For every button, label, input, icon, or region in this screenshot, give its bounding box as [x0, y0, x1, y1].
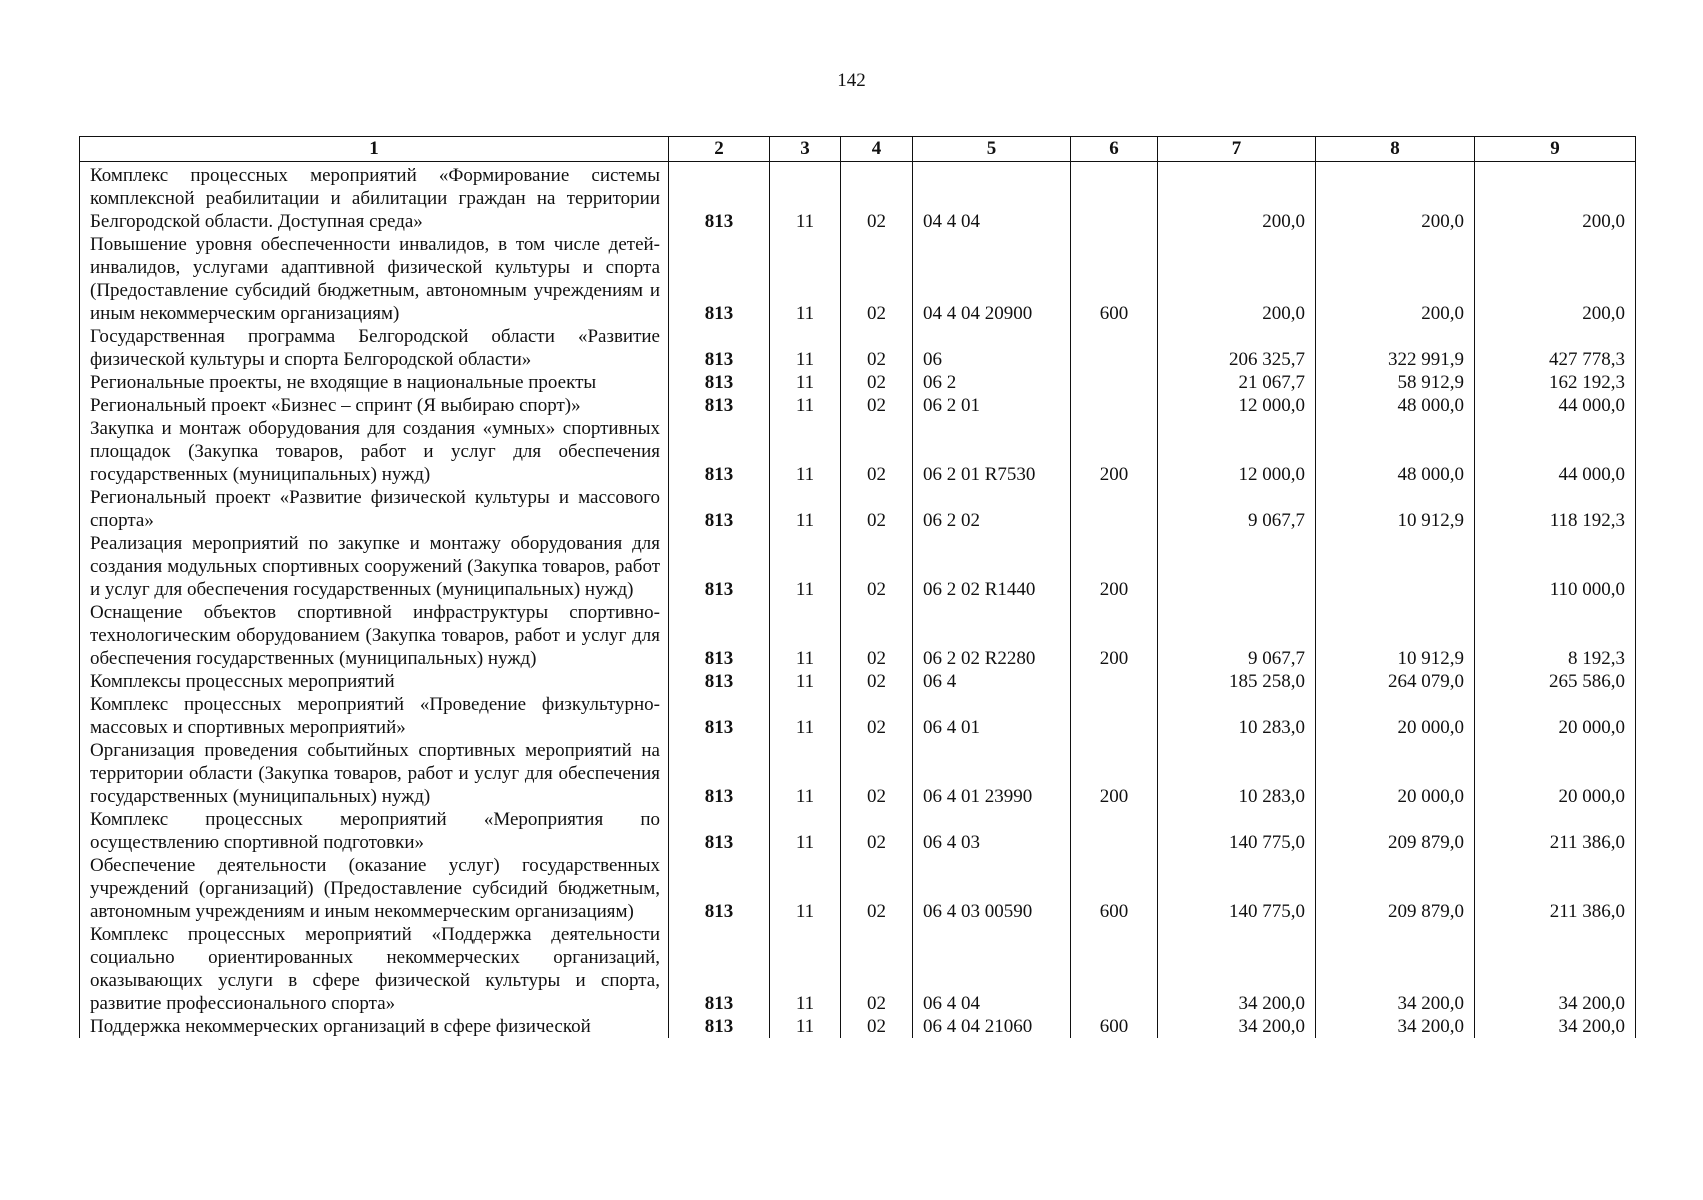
column-header-4: 4 — [841, 137, 913, 162]
row-subsection-code: 02 — [841, 532, 913, 601]
row-amount-year-2: 209 879,0 — [1316, 854, 1475, 923]
row-section-code: 11 — [770, 162, 841, 234]
row-section-code: 11 — [770, 532, 841, 601]
row-section-code: 11 — [770, 394, 841, 417]
row-department-code: 813 — [669, 532, 770, 601]
row-amount-year-2: 322 991,9 — [1316, 325, 1475, 371]
row-department-code: 813 — [669, 808, 770, 854]
row-subsection-code: 02 — [841, 808, 913, 854]
row-target-article-code: 06 2 02 R2280 — [913, 601, 1071, 670]
table-row — [80, 601, 1636, 670]
row-expense-type-code — [1071, 394, 1158, 417]
table-row — [80, 233, 1636, 325]
row-section-code: 11 — [770, 417, 841, 486]
row-amount-year-2: 48 000,0 — [1316, 417, 1475, 486]
table-row — [80, 739, 1636, 808]
row-description: Оснащение объектов спортивной инфраструктуры спортивно-технологическим оборудованием (Закупка товаров, работ и услуг для обеспечения государственных (муниципальных) нужд) — [80, 601, 669, 670]
row-department-code: 813 — [669, 162, 770, 234]
row-expense-type-code: 200 — [1071, 601, 1158, 670]
page-number: 142 — [837, 70, 866, 91]
row-section-code: 11 — [770, 693, 841, 739]
row-amount-year-1: 206 325,7 — [1158, 325, 1316, 371]
row-expense-type-code — [1071, 371, 1158, 394]
row-amount-year-2: 10 912,9 — [1316, 601, 1475, 670]
table-row — [80, 670, 1636, 693]
row-description: Государственная программа Белгородской области «Развитие физической культуры и спорта Белгородской области» — [80, 325, 669, 371]
row-amount-year-3: 211 386,0 — [1475, 854, 1636, 923]
row-amount-year-1: 140 775,0 — [1158, 854, 1316, 923]
column-header-3: 3 — [770, 137, 841, 162]
row-target-article-code: 04 4 04 20900 — [913, 233, 1071, 325]
row-department-code: 813 — [669, 417, 770, 486]
row-department-code: 813 — [669, 670, 770, 693]
row-amount-year-3: 200,0 — [1475, 233, 1636, 325]
row-amount-year-3: 200,0 — [1475, 162, 1636, 234]
row-amount-year-1: 9 067,7 — [1158, 486, 1316, 532]
row-description: Поддержка некоммерческих организаций в сфере физической — [80, 1015, 669, 1038]
budget-table-container — [79, 136, 1635, 1091]
table-row — [80, 854, 1636, 923]
table-row — [80, 371, 1636, 394]
row-expense-type-code — [1071, 486, 1158, 532]
row-expense-type-code: 600 — [1071, 1015, 1158, 1038]
row-amount-year-1: 10 283,0 — [1158, 693, 1316, 739]
header-row — [80, 137, 1636, 162]
row-amount-year-2 — [1316, 532, 1475, 601]
row-section-code: 11 — [770, 808, 841, 854]
column-header-9: 9 — [1475, 137, 1636, 162]
row-amount-year-1: 10 283,0 — [1158, 739, 1316, 808]
row-expense-type-code — [1071, 162, 1158, 234]
row-target-article-code: 06 4 01 23990 — [913, 739, 1071, 808]
row-expense-type-code — [1071, 693, 1158, 739]
row-section-code: 11 — [770, 739, 841, 808]
table-body — [80, 162, 1636, 1039]
row-amount-year-1: 140 775,0 — [1158, 808, 1316, 854]
row-amount-year-3: 427 778,3 — [1475, 325, 1636, 371]
row-target-article-code: 06 2 01 R7530 — [913, 417, 1071, 486]
row-amount-year-2: 20 000,0 — [1316, 739, 1475, 808]
row-subsection-code: 02 — [841, 923, 913, 1015]
table-row — [80, 486, 1636, 532]
row-expense-type-code — [1071, 923, 1158, 1015]
column-header-7: 7 — [1158, 137, 1316, 162]
row-amount-year-3: 44 000,0 — [1475, 417, 1636, 486]
row-amount-year-1: 12 000,0 — [1158, 394, 1316, 417]
row-department-code: 813 — [669, 601, 770, 670]
row-amount-year-3: 162 192,3 — [1475, 371, 1636, 394]
row-amount-year-3: 211 386,0 — [1475, 808, 1636, 854]
column-header-5: 5 — [913, 137, 1071, 162]
row-section-code: 11 — [770, 670, 841, 693]
row-amount-year-2: 34 200,0 — [1316, 923, 1475, 1015]
row-amount-year-2: 200,0 — [1316, 233, 1475, 325]
column-header-8: 8 — [1316, 137, 1475, 162]
row-amount-year-3: 34 200,0 — [1475, 923, 1636, 1015]
table-row — [80, 325, 1636, 371]
row-amount-year-3: 118 192,3 — [1475, 486, 1636, 532]
row-section-code: 11 — [770, 486, 841, 532]
row-description: Закупка и монтаж оборудования для создания «умных» спортивных площадок (Закупка товаров, работ и услуг для обеспечения государственных (муниципальных) нужд) — [80, 417, 669, 486]
row-subsection-code: 02 — [841, 854, 913, 923]
row-expense-type-code: 600 — [1071, 233, 1158, 325]
column-header-2: 2 — [669, 137, 770, 162]
row-target-article-code: 04 4 04 — [913, 162, 1071, 234]
row-subsection-code: 02 — [841, 394, 913, 417]
row-target-article-code: 06 4 04 — [913, 923, 1071, 1015]
row-section-code: 11 — [770, 923, 841, 1015]
row-expense-type-code — [1071, 670, 1158, 693]
table-row — [80, 394, 1636, 417]
row-amount-year-1 — [1158, 532, 1316, 601]
row-amount-year-3: 34 200,0 — [1475, 1015, 1636, 1038]
row-department-code: 813 — [669, 233, 770, 325]
row-target-article-code: 06 4 03 00590 — [913, 854, 1071, 923]
row-amount-year-3: 8 192,3 — [1475, 601, 1636, 670]
row-description: Повышение уровня обеспеченности инвалидов, в том числе детей-инвалидов, услугами адаптивной физической культуры и спорта (Предоставление субсидий бюджетным, автономным учреждениям и иным некоммерческим организациям) — [80, 233, 669, 325]
row-amount-year-1: 9 067,7 — [1158, 601, 1316, 670]
row-target-article-code: 06 2 — [913, 371, 1071, 394]
row-subsection-code: 02 — [841, 371, 913, 394]
row-amount-year-1: 200,0 — [1158, 233, 1316, 325]
row-target-article-code: 06 2 01 — [913, 394, 1071, 417]
row-section-code: 11 — [770, 325, 841, 371]
row-subsection-code: 02 — [841, 693, 913, 739]
row-expense-type-code — [1071, 808, 1158, 854]
row-description: Комплексы процессных мероприятий — [80, 670, 669, 693]
row-department-code: 813 — [669, 486, 770, 532]
row-expense-type-code: 200 — [1071, 417, 1158, 486]
row-department-code: 813 — [669, 371, 770, 394]
row-amount-year-1: 200,0 — [1158, 162, 1316, 234]
row-amount-year-1: 34 200,0 — [1158, 1015, 1316, 1038]
row-description: Организация проведения событийных спортивных мероприятий на территории области (Закупка товаров, работ и услуг для обеспечения государственных (муниципальных) нужд) — [80, 739, 669, 808]
table-row — [80, 923, 1636, 1015]
row-amount-year-1: 21 067,7 — [1158, 371, 1316, 394]
budget-table — [79, 136, 1636, 1038]
row-department-code: 813 — [669, 1015, 770, 1038]
row-amount-year-3: 20 000,0 — [1475, 739, 1636, 808]
row-subsection-code: 02 — [841, 601, 913, 670]
table-row — [80, 417, 1636, 486]
row-subsection-code: 02 — [841, 325, 913, 371]
row-subsection-code: 02 — [841, 1015, 913, 1038]
row-description: Региональный проект «Развитие физической культуры и массового спорта» — [80, 486, 669, 532]
row-department-code: 813 — [669, 394, 770, 417]
row-subsection-code: 02 — [841, 670, 913, 693]
row-subsection-code: 02 — [841, 739, 913, 808]
row-amount-year-1: 185 258,0 — [1158, 670, 1316, 693]
row-subsection-code: 02 — [841, 417, 913, 486]
row-amount-year-3: 265 586,0 — [1475, 670, 1636, 693]
row-description: Региональный проект «Бизнес – спринт (Я выбираю спорт)» — [80, 394, 669, 417]
table-header — [80, 137, 1636, 162]
row-section-code: 11 — [770, 1015, 841, 1038]
row-section-code: 11 — [770, 854, 841, 923]
row-description: Комплекс процессных мероприятий «Проведение физкультурно-массовых и спортивных мероприятий» — [80, 693, 669, 739]
row-description: Комплекс процессных мероприятий «Мероприятия по осуществлению спортивной подготовки» — [80, 808, 669, 854]
row-department-code: 813 — [669, 739, 770, 808]
row-expense-type-code: 200 — [1071, 739, 1158, 808]
row-description: Комплекс процессных мероприятий «Формирование системы комплексной реабилитации и абилитации граждан на территории Белгородской области. Доступная среда» — [80, 162, 669, 234]
row-amount-year-2: 209 879,0 — [1316, 808, 1475, 854]
row-expense-type-code — [1071, 325, 1158, 371]
row-amount-year-2: 200,0 — [1316, 162, 1475, 234]
row-description: Обеспечение деятельности (оказание услуг) государственных учреждений (организаций) (Предоставление субсидий бюджетным, автономным учреждениям и иным некоммерческим организациям) — [80, 854, 669, 923]
row-target-article-code: 06 4 03 — [913, 808, 1071, 854]
row-section-code: 11 — [770, 371, 841, 394]
row-amount-year-2: 10 912,9 — [1316, 486, 1475, 532]
row-expense-type-code: 200 — [1071, 532, 1158, 601]
row-target-article-code: 06 2 02 R1440 — [913, 532, 1071, 601]
row-amount-year-3: 20 000,0 — [1475, 693, 1636, 739]
column-header-6: 6 — [1071, 137, 1158, 162]
row-amount-year-1: 12 000,0 — [1158, 417, 1316, 486]
row-amount-year-2: 48 000,0 — [1316, 394, 1475, 417]
row-description: Комплекс процессных мероприятий «Поддержка деятельности социально ориентированных некоммерческих организаций, оказывающих услуги в сфере физической культуры и спорта, развитие профессионального спорта» — [80, 923, 669, 1015]
row-amount-year-3: 44 000,0 — [1475, 394, 1636, 417]
row-amount-year-3: 110 000,0 — [1475, 532, 1636, 601]
row-amount-year-2: 58 912,9 — [1316, 371, 1475, 394]
table-row — [80, 532, 1636, 601]
row-department-code: 813 — [669, 923, 770, 1015]
row-target-article-code: 06 — [913, 325, 1071, 371]
table-row — [80, 162, 1636, 234]
row-description: Региональные проекты, не входящие в национальные проекты — [80, 371, 669, 394]
table-row — [80, 1015, 1636, 1038]
row-amount-year-1: 34 200,0 — [1158, 923, 1316, 1015]
row-department-code: 813 — [669, 325, 770, 371]
row-department-code: 813 — [669, 693, 770, 739]
row-subsection-code: 02 — [841, 486, 913, 532]
row-amount-year-2: 34 200,0 — [1316, 1015, 1475, 1038]
row-target-article-code: 06 4 — [913, 670, 1071, 693]
row-target-article-code: 06 4 01 — [913, 693, 1071, 739]
table-row — [80, 693, 1636, 739]
row-amount-year-2: 264 079,0 — [1316, 670, 1475, 693]
row-department-code: 813 — [669, 854, 770, 923]
row-section-code: 11 — [770, 233, 841, 325]
row-description: Реализация мероприятий по закупке и монтажу оборудования для создания модульных спортивных сооружений (Закупка товаров, работ и услуг для обеспечения государственных (муниципальных) нужд) — [80, 532, 669, 601]
row-target-article-code: 06 2 02 — [913, 486, 1071, 532]
row-subsection-code: 02 — [841, 233, 913, 325]
column-header-1: 1 — [80, 137, 669, 162]
row-amount-year-2: 20 000,0 — [1316, 693, 1475, 739]
row-section-code: 11 — [770, 601, 841, 670]
table-row — [80, 808, 1636, 854]
row-expense-type-code: 600 — [1071, 854, 1158, 923]
row-subsection-code: 02 — [841, 162, 913, 234]
row-target-article-code: 06 4 04 21060 — [913, 1015, 1071, 1038]
